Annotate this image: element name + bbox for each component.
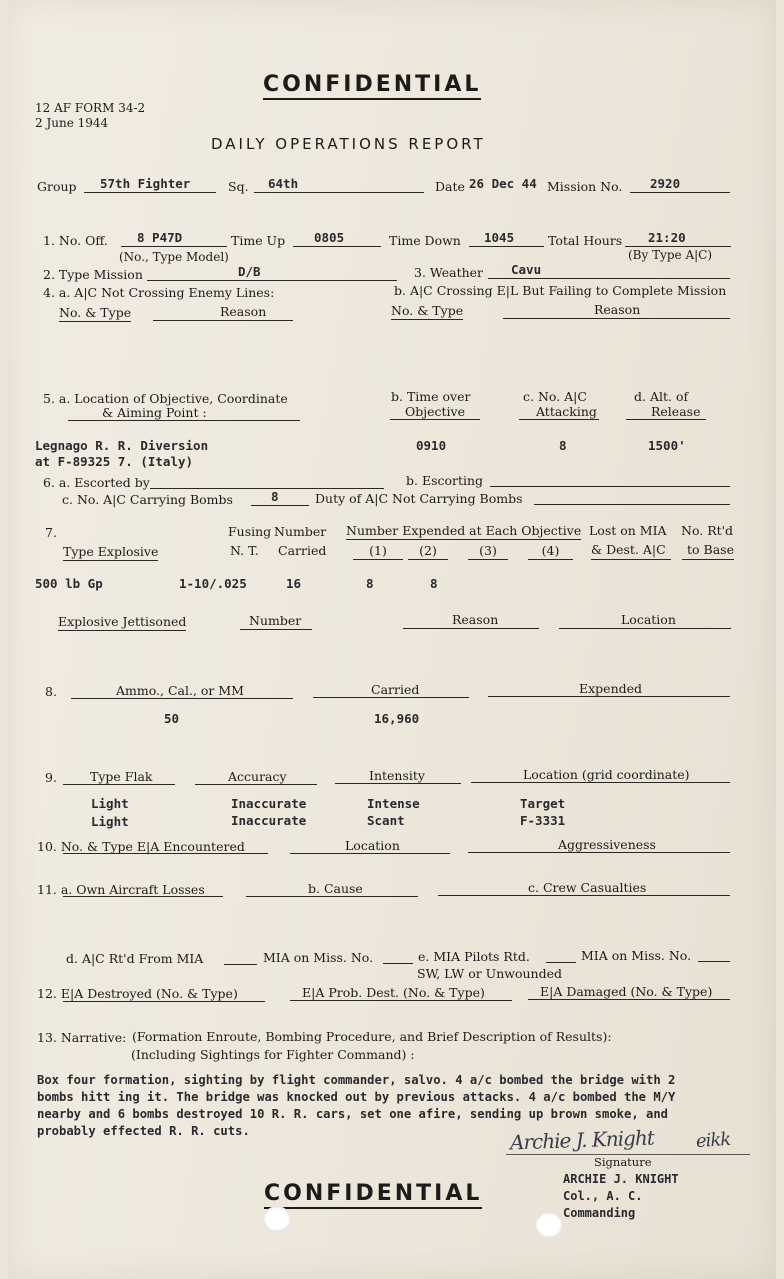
col-objective-1: (1) xyxy=(353,543,403,560)
explosive-type-value: 500 lb Gp xyxy=(35,576,103,591)
type-mission-value: D/B xyxy=(238,264,261,279)
no-attacking-label: c. No. A|C xyxy=(523,389,587,404)
group-value: 57th Fighter xyxy=(100,176,191,191)
col-to-base: to Base xyxy=(687,542,734,557)
flak-type-2: Light xyxy=(91,814,129,829)
own-losses-label: 11. a. Own Aircraft Losses xyxy=(37,882,205,897)
ea-encountered-label: 10. No. & Type E|A Encountered xyxy=(37,839,245,854)
col-type-explosive: Type Explosive xyxy=(63,544,159,559)
col-intensity: Intensity xyxy=(369,768,425,783)
weather-value: Cavu xyxy=(511,262,542,277)
col-type-flak: Type Flak xyxy=(90,769,153,784)
no-off-value: 8 P47D xyxy=(137,230,183,245)
no-off-label: 1. No. Off. xyxy=(43,233,108,248)
escorted-by-label: 6. a. Escorted by xyxy=(43,475,150,490)
flak-location-1: Target xyxy=(520,796,566,811)
flak-intensity-1: Intense xyxy=(367,796,420,811)
time-down-value: 1045 xyxy=(484,230,515,245)
col-objective-2: (2) xyxy=(408,543,448,560)
jettisoned-number-label: Number xyxy=(249,613,302,628)
col-objective-3: (3) xyxy=(468,543,508,560)
flak-accuracy-2: Inaccurate xyxy=(231,813,307,828)
signer-name: ARCHIE J. KNIGHT xyxy=(563,1172,679,1186)
fusing-value: 1-10/.025 xyxy=(179,576,247,591)
crew-casualties-label: c. Crew Casualties xyxy=(528,880,647,895)
col-fusing: Fusing xyxy=(228,524,272,539)
group-label: Group xyxy=(37,179,77,194)
date-label: Date xyxy=(435,179,465,194)
carrying-bombs-value: 8 xyxy=(271,489,279,504)
col-objective-4: (4) xyxy=(528,543,573,560)
col-fusing-nt: N. T. xyxy=(230,543,259,558)
report-page xyxy=(8,0,776,1279)
col-lost-mia: Lost on MIA xyxy=(589,523,667,538)
signer-title: Commanding xyxy=(563,1206,636,1220)
objective-location-1: Legnago R. R. Diversion xyxy=(35,438,209,453)
confidential-footer: CONFIDENTIAL xyxy=(264,1181,482,1209)
handwritten-signature: Archie J. Knight xyxy=(509,1125,655,1155)
carrying-bombs-label: c. No. A|C Carrying Bombs xyxy=(62,492,233,507)
col-no-type-a: No. & Type xyxy=(59,305,132,320)
type-mission-label: 2. Type Mission xyxy=(43,267,143,282)
sq-label: Sq. xyxy=(228,179,249,194)
flak-location-2: F-3331 xyxy=(520,813,566,828)
section-7-number: 7. xyxy=(45,525,57,540)
objective-location-label: 5. a. Location of Objective, Coordinate xyxy=(43,391,288,406)
time-up-label: Time Up xyxy=(231,233,286,248)
signature-label: Signature xyxy=(594,1155,652,1169)
duty-not-carrying-label: Duty of A|C Not Carrying Bombs xyxy=(315,491,523,506)
time-over-label: b. Time over xyxy=(391,389,471,404)
no-attacking-label-2: Attacking xyxy=(536,404,597,419)
objective-2-value: 8 xyxy=(430,576,438,591)
col-dest-ac: & Dest. A|C xyxy=(591,542,666,557)
report-title: DAILY OPERATIONS REPORT xyxy=(211,135,486,153)
mission-value: 2920 xyxy=(650,176,681,191)
mia-pilots-rtd-label: e. MIA Pilots Rtd. xyxy=(418,949,530,964)
no-attacking-value: 8 xyxy=(559,438,567,453)
section-9-number: 9. xyxy=(45,770,57,785)
explosive-jettisoned-label: Explosive Jettisoned xyxy=(58,614,187,629)
objective-1-value: 8 xyxy=(366,576,374,591)
punch-hole-right xyxy=(535,1212,563,1238)
mia-miss-no-label: MIA on Miss. No. xyxy=(263,950,374,965)
ac-rtd-mia-label: d. A|C Rt'd From MIA xyxy=(66,951,204,966)
punch-hole-left xyxy=(263,1206,291,1232)
col-ammo-carried: Carried xyxy=(371,682,420,697)
time-up-value: 0805 xyxy=(314,230,345,245)
flak-type-1: Light xyxy=(91,796,129,811)
jettisoned-reason-label: Reason xyxy=(452,612,499,627)
confidential-header: CONFIDENTIAL xyxy=(263,72,481,100)
col-ammo-expended: Expended xyxy=(579,681,643,696)
time-over-label-2: Objective xyxy=(405,404,466,419)
narrative-instructions-2: (Including Sightings for Fighter Command) : xyxy=(131,1047,415,1062)
narrative-line-3: nearby and 6 bombs destroyed 10 R. R. cars, set one afire, sending up brown smoke, and xyxy=(37,1107,669,1121)
narrative-line-2: bombs hitt ing it. The bridge was knocked out by previous attacks. 4 a/c bombed the M/Y xyxy=(37,1090,676,1104)
ac-not-crossing-label: 4. a. A|C Not Crossing Enemy Lines: xyxy=(43,285,275,300)
narrative-label: 13. Narrative: xyxy=(37,1030,127,1045)
col-no-type-b: No. & Type xyxy=(391,303,464,318)
ea-prob-dest-label: E|A Prob. Dest. (No. & Type) xyxy=(302,985,485,1000)
ea-aggressiveness-label: Aggressiveness xyxy=(558,837,656,852)
narrative-line-1: Box four formation, sighting by flight commander, salvo. 4 a/c bombed the bridge with 2 xyxy=(37,1073,676,1087)
ea-damaged-label: E|A Damaged (No. & Type) xyxy=(540,984,713,999)
narrative-line-4: probably effected R. R. cuts. xyxy=(37,1124,250,1138)
ac-crossing-label: b. A|C Crossing E|L But Failing to Complete Mission xyxy=(394,283,727,298)
col-flak-location: Location (grid coordinate) xyxy=(523,767,690,782)
number-carried-value: 16 xyxy=(286,576,302,591)
alt-release-label-2: Release xyxy=(651,404,701,419)
jettisoned-location-label: Location xyxy=(621,612,676,627)
col-carried: Carried xyxy=(278,543,327,558)
weather-label: 3. Weather xyxy=(414,265,484,280)
ammo-carried-value: 16,960 xyxy=(374,711,420,726)
wounded-status-label: SW, LW or Unwounded xyxy=(417,966,562,981)
ea-location-label: Location xyxy=(345,838,400,853)
mia-miss-no-label-2: MIA on Miss. No. xyxy=(581,948,692,963)
col-no-rtd: No. Rt'd xyxy=(681,523,734,538)
col-reason-b: Reason xyxy=(594,302,641,317)
narrative-instructions-1: (Formation Enroute, Bombing Procedure, and Brief Description of Results): xyxy=(132,1029,612,1044)
col-ammo: Ammo., Cal., or MM xyxy=(116,683,244,698)
ea-destroyed-label: 12. E|A Destroyed (No. & Type) xyxy=(37,986,238,1001)
col-reason-a: Reason xyxy=(220,304,267,319)
form-number: 12 AF FORM 34-2 xyxy=(35,101,146,115)
ammo-value: 50 xyxy=(164,711,180,726)
flak-intensity-2: Scant xyxy=(367,813,405,828)
no-type-note: (No., Type Model) xyxy=(119,250,229,264)
objective-location-2: at F-89325 7. (Italy) xyxy=(35,454,194,469)
total-hours-value: 21:20 xyxy=(648,230,686,245)
escorting-label: b. Escorting xyxy=(406,473,484,488)
alt-release-value: 1500' xyxy=(648,438,686,453)
form-date: 2 June 1944 xyxy=(35,116,109,130)
col-number: Number xyxy=(274,524,327,539)
col-number-expended: Number Expended at Each Objective xyxy=(346,523,582,538)
total-hours-label: Total Hours xyxy=(548,233,623,248)
section-8-number: 8. xyxy=(45,684,57,699)
signer-rank: Col., A. C. xyxy=(563,1189,643,1203)
time-over-value: 0910 xyxy=(416,438,447,453)
col-accuracy: Accuracy xyxy=(228,769,287,784)
signature-initials: eikk xyxy=(695,1128,731,1153)
sq-value: 64th xyxy=(268,176,299,191)
alt-release-label: d. Alt. of xyxy=(634,389,689,404)
date-value: 26 Dec 44 xyxy=(469,176,537,191)
time-down-label: Time Down xyxy=(389,233,461,248)
flak-accuracy-1: Inaccurate xyxy=(231,796,307,811)
by-type-note: (By Type A|C) xyxy=(628,248,713,262)
losses-cause-label: b. Cause xyxy=(308,881,363,896)
aiming-point-label: & Aiming Point : xyxy=(102,405,207,420)
mission-label: Mission No. xyxy=(547,179,623,194)
